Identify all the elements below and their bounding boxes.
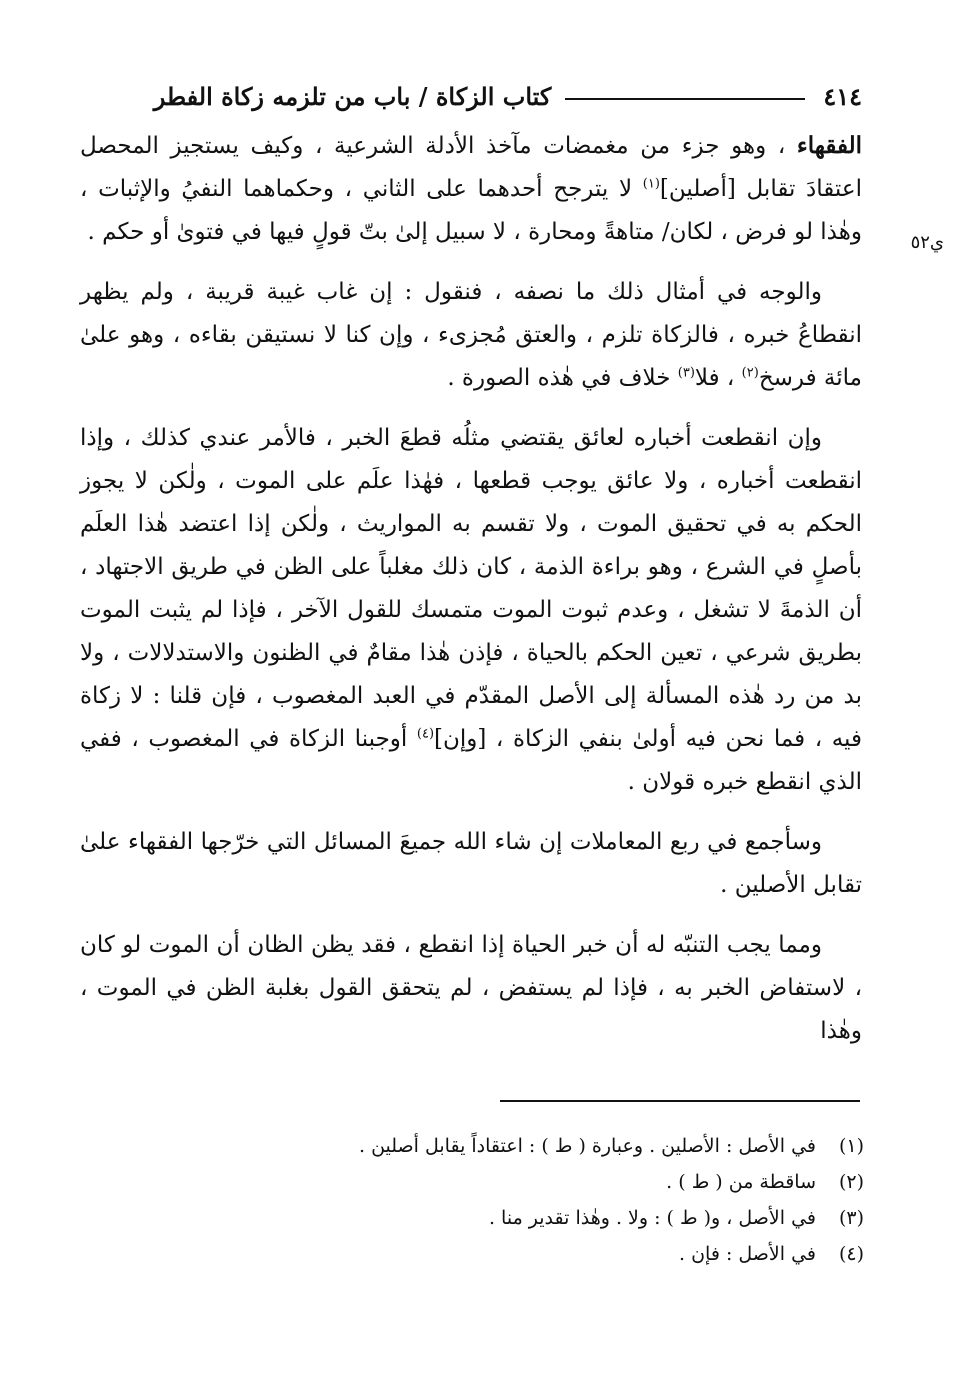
footnote-number: (٤) bbox=[838, 1243, 864, 1265]
footnotes bbox=[80, 1128, 864, 1272]
paragraph-text: ومما يجب التنبّه له أن خبر الحياة إذا انقطع ، فقد يظن الظان أن الموت لو كان ، لاستفاض الخبر به ، فإذا لم يستفض ، لم يتحقق القول بغلبة الظن في الموت ، وهٰذا bbox=[80, 932, 862, 1044]
paragraph-text: ، فلا bbox=[694, 365, 742, 391]
main-text bbox=[80, 124, 862, 1070]
paragraph-lead-word: الفقهاء bbox=[796, 132, 862, 159]
paragraph-text: خلاف في هٰذه الصورة . bbox=[447, 365, 678, 391]
paragraph-3 bbox=[80, 417, 862, 804]
paragraph-4 bbox=[80, 821, 862, 907]
footnote-ref-1[interactable]: (١) bbox=[642, 176, 660, 192]
footnote-2 bbox=[80, 1164, 864, 1200]
paragraph-text: ، وهو جزء من مغمضات مآخذ الأدلة الشرعية ، وكيف يستجيز المحصل اعتقادَ تقابل [أصلين] bbox=[80, 133, 862, 202]
running-title: كتاب الزكاة / باب من تلزمه زكاة الفطر bbox=[153, 81, 552, 111]
footnote-ref-3[interactable]: (٣) bbox=[677, 365, 695, 381]
footnote-4 bbox=[80, 1236, 864, 1272]
page-number: ٤١٤ bbox=[823, 81, 862, 111]
footnote-text: في الأصل : الأصلين . وعبارة ( ط ) : اعتقاداً يقابل أصلين . bbox=[358, 1135, 816, 1157]
footnote-number: (٣) bbox=[838, 1207, 864, 1229]
footnote-ref-4[interactable]: (٤) bbox=[416, 726, 435, 742]
footnote-number: (١) bbox=[838, 1135, 864, 1157]
footnote-3 bbox=[80, 1200, 864, 1236]
footnote-text: في الأصل : فإن . bbox=[679, 1243, 816, 1265]
paragraph-1 bbox=[80, 124, 862, 254]
paragraph-text: وإن انقطعت أخباره لعائق يقتضي مثلُه قطعَ الخبر ، فالأمر عندي كذلك ، وإذا انقطعت أخباره ، ولا عائق يوجب قطعها ، فهٰذا علَم على الموت ، ولٰكن لا يجوز الحكم به في تحقيق الموت ، ولا تقسم به المواريث ، ولٰكن إذا اعتضد هٰذا العلَم بأصلٍ في الشرع ، وهو براءة الذمة ، كان ذلك مغلباً على الظن في طريق الاجتهاد ، أن الذمةَ لا تشغل ، وعدم ثبوت الموت متمسك للقول الآخر ، فإذا لم يثبت الموت بطريق شرعي ، تعين الحكم بالحياة ، فإذن هٰذا مقامٌ في الظنون والاستدلالات ، ولا بد من رد هٰذه المسألة إلى الأصل المقدّم في العبد المغصوب ، فإن قلنا : لا زكاة فيه ، فما نحن فيه أولىٰ بنفي الزكاة ، [وإن] bbox=[80, 425, 862, 752]
margin-page-marker: ي٥٢ bbox=[910, 232, 944, 253]
footnote-1 bbox=[80, 1128, 864, 1164]
paragraph-text: والوجه في أمثال ذلك ما نصفه ، فنقول : إن غاب غيبة قريبة ، ولم يظهر انقطاعُ خبره ، فالزكاة تلزم ، والعتق مُجزىء ، وإن كنا لا نستيقن بقاءه ، وهو علىٰ مائة فرسخ bbox=[80, 279, 862, 391]
paragraph-text: وسأجمع في ربع المعاملات إن شاء الله جميعَ المسائل التي خرّجها الفقهاء علىٰ تقابل الأصلين . bbox=[80, 829, 862, 898]
header-rule bbox=[565, 98, 805, 100]
paragraph-text: لا يترجح أحدهما على الثاني ، وحكماهما النفيُ والإثبات ، وهٰذا لو فرض ، لكان/ متاهةً ومحارة ، لا سبيل إلىٰ بتّ قولٍ فيها في فتوىٰ أو حكم . bbox=[80, 176, 862, 245]
paragraph-5 bbox=[80, 924, 862, 1053]
footnote-number: (٢) bbox=[838, 1171, 864, 1193]
footnote-ref-2[interactable]: (٢) bbox=[741, 365, 759, 381]
paragraph-2 bbox=[80, 271, 862, 400]
paragraph-text: أوجبنا الزكاة في المغصوب ، ففي الذي انقطع خبره قولان . bbox=[80, 726, 862, 795]
footnote-text: ساقطة من ( ط ) . bbox=[666, 1171, 816, 1193]
footnote-text: في الأصل ، و( ط ) : ولا . وهٰذا تقدير منا . bbox=[488, 1207, 816, 1229]
footnote-separator bbox=[500, 1100, 860, 1102]
page-header bbox=[80, 76, 862, 116]
